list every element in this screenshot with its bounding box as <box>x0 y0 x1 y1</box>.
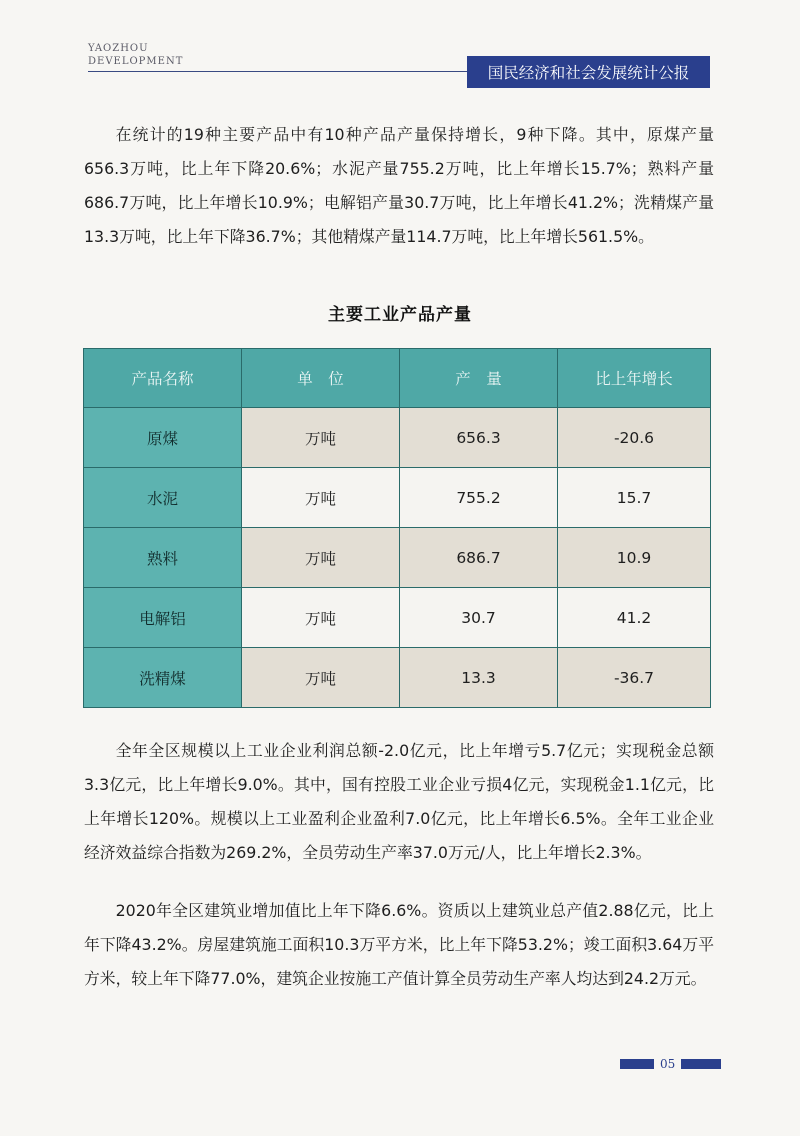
product-name: 洗精煤 <box>84 648 242 708</box>
output-cell: 686.7 <box>400 528 558 588</box>
product-name: 水泥 <box>84 468 242 528</box>
paragraph-construction: 2020年全区建筑业增加值比上年下降6.6%。资质以上建筑业总产值2.88亿元，比上年下降43.2%。房屋建筑施工面积10.3万平方米，比上年下降53.2%；竣工面积3.64万平方米，较上年下降77.0%，建筑企业按施工产值计算全员劳动生产率人均达到24.2万元。 <box>84 901 714 988</box>
industrial-products-table <box>83 348 711 708</box>
output-cell: 755.2 <box>400 468 558 528</box>
unit-cell: 万吨 <box>242 528 400 588</box>
section-title-bar <box>467 56 710 88</box>
growth-cell: 10.9 <box>558 528 711 588</box>
page-number-footer <box>620 1058 721 1070</box>
table-row <box>84 468 711 528</box>
unit-cell: 万吨 <box>242 648 400 708</box>
growth-cell: 41.2 <box>558 588 711 648</box>
product-name: 原煤 <box>84 408 242 468</box>
growth-cell: 15.7 <box>558 468 711 528</box>
table-row <box>84 408 711 468</box>
table-header-row <box>84 349 711 408</box>
header-growth: 比上年增长 <box>558 349 711 408</box>
unit-cell: 万吨 <box>242 588 400 648</box>
footer-bar-right <box>681 1059 721 1069</box>
paragraph-products: 在统计的19种主要产品中有10种产品产量保持增长，9种下降。其中，原煤产量656.3万吨，比上年下降20.6%；水泥产量755.2万吨，比上年增长15.7%；熟料产量686.7万吨，比上年增长10.9%；电解铝产量30.7万吨，比上年增长41.2%；洗精煤产量13.3万吨，比上年下降36.7%；其他精煤产量114.7万吨，比上年增长561.5%。 <box>84 125 714 246</box>
section-title: 国民经济和社会发展统计公报 <box>487 64 690 82</box>
footer-bar-left <box>620 1059 654 1069</box>
table-title: 主要工业产品产量 <box>328 305 472 325</box>
paragraph-profits: 全年全区规模以上工业企业利润总额-2.0亿元，比上年增亏5.7亿元；实现税金总额3.3亿元，比上年增长9.0%。其中，国有控股工业企业亏损4亿元，实现税金1.1亿元，比上年增长120%。规模以上工业盈利企业盈利7.0亿元，比上年增长6.5%。全年工业企业经济效益综合指数为269.2%，全员劳动生产率37.0万元/人，比上年增长2.3%。 <box>84 741 714 862</box>
header-output: 产 量 <box>400 349 558 408</box>
table-row <box>84 588 711 648</box>
header-product-name: 产品名称 <box>84 349 242 408</box>
product-name: 电解铝 <box>84 588 242 648</box>
growth-cell: -36.7 <box>558 648 711 708</box>
unit-cell: 万吨 <box>242 408 400 468</box>
growth-cell: -20.6 <box>558 408 711 468</box>
table-row <box>84 528 711 588</box>
product-name: 熟料 <box>84 528 242 588</box>
header-unit: 单 位 <box>242 349 400 408</box>
page-number: 05 <box>660 1057 676 1071</box>
unit-cell: 万吨 <box>242 468 400 528</box>
output-cell: 656.3 <box>400 408 558 468</box>
brand-line-2: DEVELOPMENT <box>88 56 184 67</box>
output-cell: 13.3 <box>400 648 558 708</box>
output-cell: 30.7 <box>400 588 558 648</box>
table-row <box>84 648 711 708</box>
brand-logo-text <box>88 42 183 68</box>
brand-line-1: YAOZHOU <box>88 43 149 54</box>
